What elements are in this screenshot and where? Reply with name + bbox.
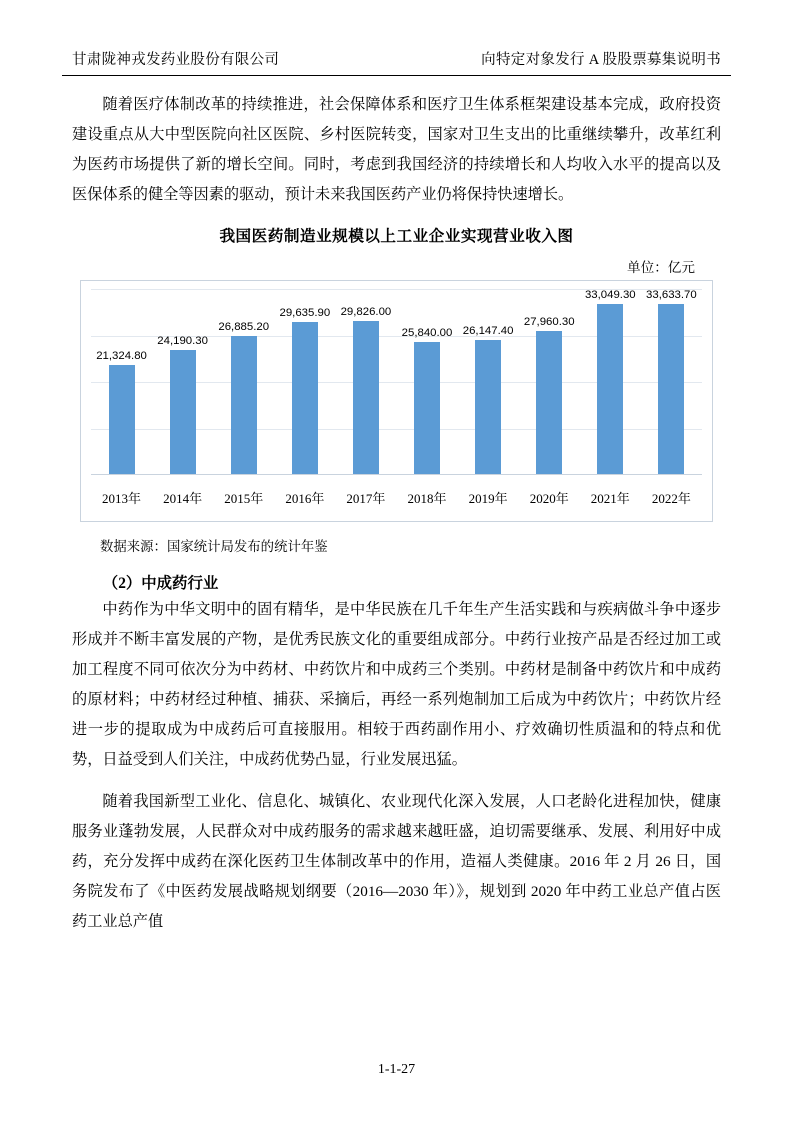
paragraph-3: 随着我国新型工业化、信息化、城镇化、农业现代化深入发展，人口老龄化进程加快，健康服务业蓬勃发展，人民群众对中成药服务的需求越来越旺盛，迫切需要继承、发展、利用好中成药，充分发挥中成药在深化医药卫生体制改革中的作用，造福人类健康。2016 年 2 月 26 日，国务院发布了《中医药发展战略规划纲要（2016—2030 年）》，规划到 2020 年中药工业总产值占医药工业总产值	[72, 793, 722, 930]
x-axis-label: 2022年	[651, 491, 691, 506]
x-axis-label: 2016年	[285, 491, 325, 506]
bar-column	[94, 289, 150, 475]
bar	[475, 340, 501, 475]
bar	[597, 304, 623, 475]
bar-value-label: 27,960.30	[523, 315, 575, 328]
bar	[292, 322, 318, 475]
x-axis-label: 2014年	[163, 491, 203, 506]
bar	[231, 336, 257, 475]
bar	[170, 350, 196, 475]
header-company-name: 甘肃陇神戎发药业股份有限公司	[72, 52, 280, 68]
x-axis-label: 2020年	[529, 491, 569, 506]
bar	[658, 304, 684, 475]
bar-column	[338, 289, 394, 475]
bar-column	[277, 289, 333, 475]
bar-value-label: 26,147.40	[462, 324, 514, 337]
bar-column	[583, 289, 639, 475]
bar-value-label: 26,885.20	[218, 321, 270, 334]
bar-column	[644, 289, 700, 475]
x-axis-label: 2021年	[590, 491, 630, 506]
header-document-title: 向特定对象发行 A 股股票募集说明书	[481, 52, 721, 68]
bar-column	[155, 289, 211, 475]
chart-bars	[91, 289, 702, 475]
bar-column	[521, 289, 577, 475]
bar-value-label: 29,635.90	[279, 306, 331, 319]
section-heading: （2）中成药行业	[102, 575, 219, 592]
x-axis-label: 2017年	[346, 491, 386, 506]
chart-x-axis	[91, 474, 702, 475]
chart-caption: 我国医药制造业规模以上工业企业实现营业收入图	[219, 228, 574, 245]
chart-source: 数据来源：国家统计局发布的统计年鉴	[100, 539, 328, 554]
bar-chart	[80, 280, 713, 522]
bar-value-label: 33,049.30	[584, 289, 636, 302]
paragraph-2: 中药作为中华文明中的固有精华，是中华民族在几千年生产生活实践和与疾病做斗争中逐步形成并不断丰富发展的产物，是优秀民族文化的重要组成部分。中药行业按产品是否经过加工或加工程度不同可依次分为中药材、中药饮片和中成药三个类别。中药材是制备中药饮片和中成药的原材料；中药材经过种植、捕获、采摘后，再经一系列炮制加工后成为中药饮片；中药饮片经进一步的提取成为中成药后可直接服用。相较于西药副作用小、疗效确切性质温和的特点和优势，日益受到人们关注，中成药优势凸显，行业发展迅猛。	[72, 601, 721, 768]
bar	[536, 331, 562, 475]
page-number: 1-1-27	[377, 1062, 416, 1077]
page-header	[62, 48, 731, 76]
x-axis-label: 2013年	[102, 491, 142, 506]
chart-plot-area	[91, 289, 702, 475]
bar-value-label: 33,633.70	[646, 289, 697, 301]
chart-unit-label: 单位：亿元	[627, 260, 695, 275]
chart-x-labels	[91, 488, 702, 507]
x-axis-label: 2015年	[224, 491, 264, 506]
bar-value-label: 24,190.30	[157, 335, 208, 348]
bar-column	[216, 289, 272, 475]
paragraph-1: 随着医疗体制改革的持续推进，社会保障体系和医疗卫生体系框架建设基本完成，政府投资建设重点从大中型医院向社区医院、乡村医院转变，国家对卫生支出的比重继续攀升，改革红利为医药市场提供了新的增长空间。同时，考虑到我国经济的持续增长和人均收入水平的提高以及医保体系的健全等因素的驱动，预计未来我国医药产业仍将保持快速增长。	[72, 96, 721, 203]
bar-column	[399, 289, 455, 475]
x-axis-label: 2019年	[468, 491, 508, 506]
x-axis-label: 2018年	[407, 491, 447, 506]
page-content	[62, 90, 731, 937]
bar-value-label: 21,324.80	[96, 349, 147, 362]
bar	[414, 342, 440, 476]
bar-value-label: 29,826.00	[340, 305, 392, 318]
bar-column	[460, 289, 516, 475]
bar	[353, 321, 379, 475]
bar-value-label: 25,840.00	[401, 326, 453, 339]
bar	[109, 365, 135, 475]
